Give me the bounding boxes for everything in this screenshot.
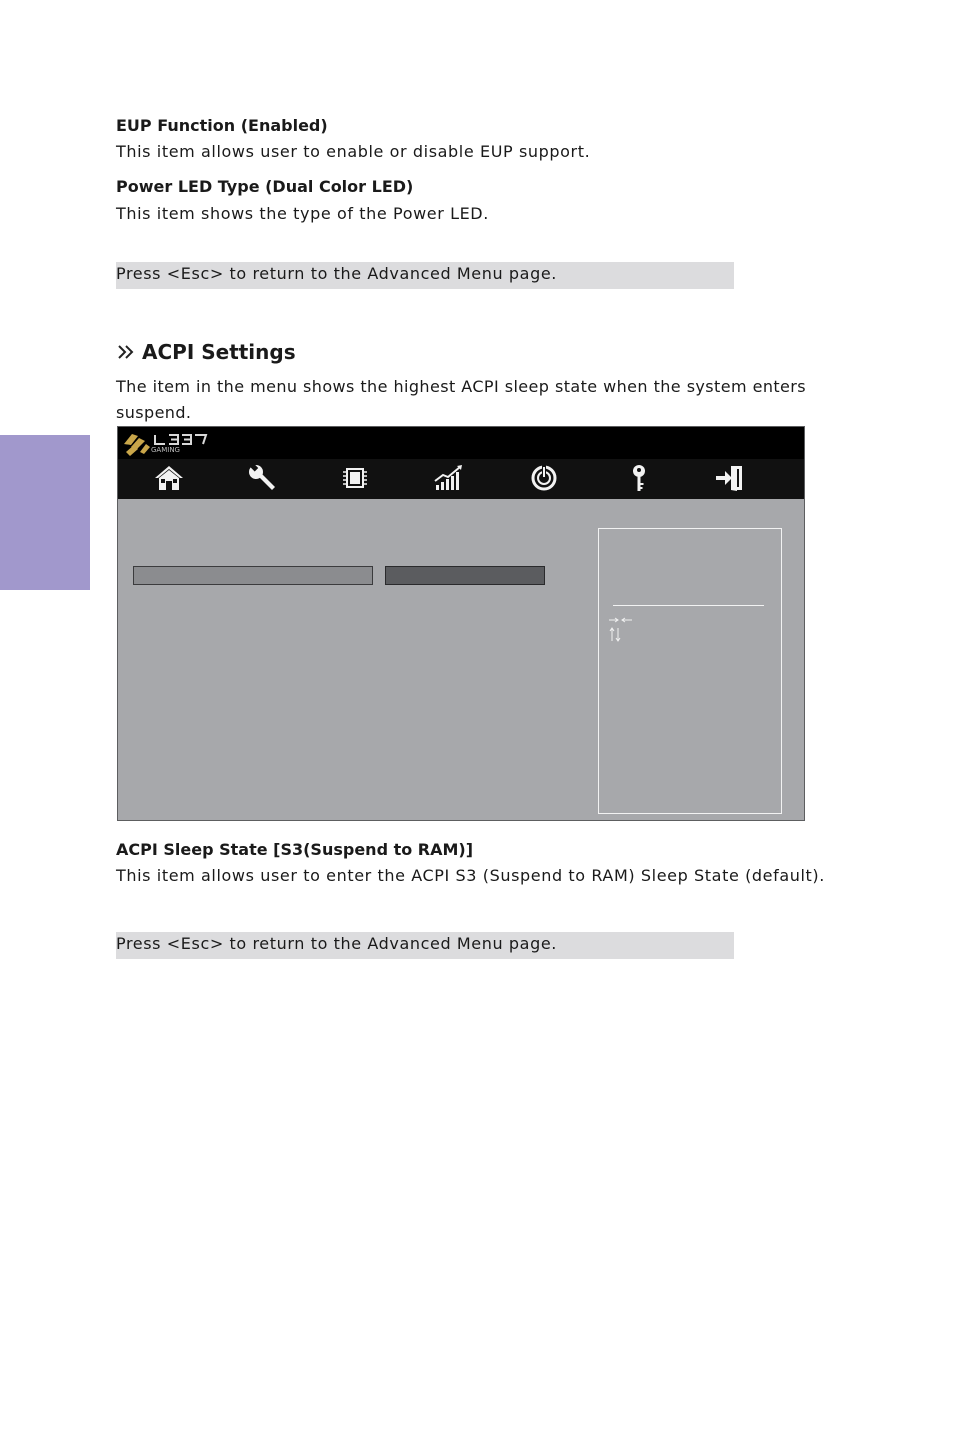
key-icon[interactable]	[623, 463, 655, 493]
wrench-icon[interactable]	[246, 463, 278, 493]
item-desc-power-led-type: This item shows the type of the Power LED.	[116, 204, 489, 223]
esc-return-note: Press <Esc> to return to the Advanced Menu page.	[116, 262, 734, 289]
chapter-side-tab	[0, 435, 90, 590]
help-divider	[613, 605, 764, 606]
help-panel	[598, 528, 782, 814]
item-title-eup-function: EUP Function (Enabled)	[116, 116, 328, 135]
acpi-sleep-state-row[interactable]	[133, 566, 373, 585]
navigation-arrows-icon	[608, 614, 636, 644]
power-icon[interactable]	[528, 463, 560, 493]
logo-subtext: GAMING	[151, 446, 180, 454]
section-title: ACPI Settings	[142, 340, 296, 364]
section-intro: The item in the menu shows the highest ACPI sleep state when the system enters suspend.	[116, 377, 806, 422]
performance-chart-icon[interactable]	[433, 463, 465, 493]
double-chevron-right-icon	[116, 341, 138, 363]
item-desc-acpi-sleep-state: This item allows user to enter the ACPI S3 (Suspend to RAM) Sleep State (default).	[116, 866, 825, 885]
bios-header	[118, 427, 804, 499]
bios-screenshot	[117, 426, 805, 821]
acpi-sleep-state-value[interactable]	[385, 566, 545, 585]
esc-return-note-2: Press <Esc> to return to the Advanced Menu page.	[116, 932, 734, 959]
item-desc-eup-function: This item allows user to enable or disable EUP support.	[116, 142, 591, 161]
home-icon[interactable]	[153, 463, 185, 493]
section-heading	[116, 338, 296, 366]
item-title-power-led-type: Power LED Type (Dual Color LED)	[116, 177, 414, 196]
exit-icon[interactable]	[714, 463, 746, 493]
item-title-acpi-sleep-state: ACPI Sleep State [S3(Suspend to RAM)]	[116, 840, 474, 859]
chip-icon[interactable]	[339, 463, 371, 493]
